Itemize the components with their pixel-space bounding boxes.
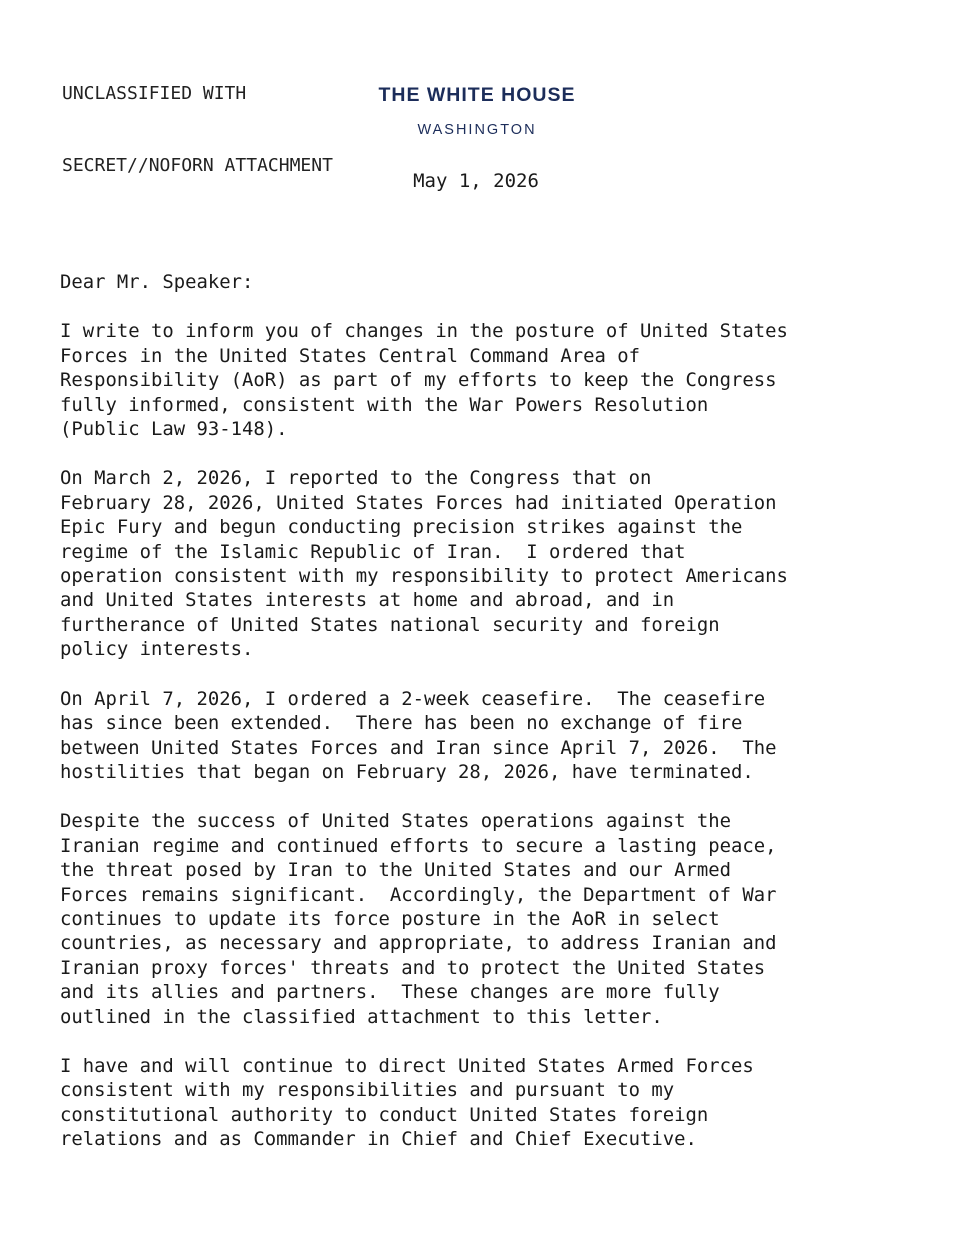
letter-date: May 1, 2026 (413, 170, 539, 192)
paragraph-line: regime of the Islamic Republic of Iran. I ordered that (60, 540, 686, 563)
paragraph-line: constitutional authority to conduct United States foreign (60, 1103, 709, 1126)
paragraph-line: operation consistent with my responsibility to protect Americans (60, 565, 788, 588)
classification-line-1: UNCLASSIFIED WITH (62, 83, 247, 104)
paragraph-line: (Public Law 93-148). (60, 418, 288, 441)
paragraph-line: February 28, 2026, United States Forces had initiated Operation (60, 491, 777, 514)
paragraph-line: policy interests. (60, 638, 254, 661)
paragraph-line: the threat posed by Iran to the United States and our Armed (60, 859, 732, 882)
paragraph-line: consistent with my responsibilities and pursuant to my (60, 1079, 675, 1102)
paragraph-line: furtherance of United States national security and foreign (60, 613, 720, 636)
paragraph-line: Despite the success of United States operations against the (60, 810, 732, 833)
paragraph-line: countries, as necessary and appropriate, to address Iranian and (60, 932, 777, 955)
paragraph-line: On March 2, 2026, I reported to the Congress that on (60, 467, 652, 490)
paragraph-line: fully informed, consistent with the War Powers Resolution (60, 393, 709, 416)
letterhead-title: THE WHITE HOUSE (378, 84, 576, 106)
paragraph-line: and United States interests at home and abroad, and in (60, 589, 675, 612)
paragraph-line: Epic Fury and begun conducting precision strikes against the (60, 516, 743, 539)
paragraph-line: Iranian proxy forces' threats and to protect the United States (60, 956, 766, 979)
paragraph-line: On April 7, 2026, I ordered a 2-week ceasefire. The ceasefire (60, 687, 766, 710)
paragraph-1 (60, 319, 940, 441)
paragraph-line: between United States Forces and Iran since April 7, 2026. The (60, 736, 777, 759)
paragraph-line: I write to inform you of changes in the posture of United States (60, 320, 788, 343)
paragraph-2 (60, 466, 940, 661)
letterhead-city: WASHINGTON (417, 122, 537, 138)
salutation: Dear Mr. Speaker: (60, 271, 254, 293)
paragraph-line: I have and will continue to direct United States Armed Forces (60, 1054, 754, 1077)
paragraph-3 (60, 687, 940, 785)
paragraph-line: Forces remains significant. Accordingly, the Department of War (60, 883, 777, 906)
paragraph-5 (60, 1054, 940, 1152)
paragraph-line: Iranian regime and continued efforts to secure a lasting peace, (60, 834, 777, 857)
paragraph-line: continues to update its force posture in the AoR in select (60, 907, 720, 930)
paragraph-4 (60, 809, 940, 1029)
paragraph-line: has since been extended. There has been no exchange of fire (60, 712, 743, 735)
paragraph-line: and its allies and partners. These changes are more fully (60, 981, 720, 1004)
paragraph-line: relations and as Commander in Chief and Chief Executive. (60, 1128, 697, 1151)
paragraph-line: outlined in the classified attachment to this letter. (60, 1005, 663, 1028)
paragraph-line: hostilities that began on February 28, 2026, have terminated. (60, 760, 754, 783)
paragraph-line: Forces in the United States Central Command Area of (60, 344, 641, 367)
classification-line-2: SECRET//NOFORN ATTACHMENT (62, 155, 333, 176)
paragraph-line: Responsibility (AoR) as part of my efforts to keep the Congress (60, 369, 777, 392)
letter-body (60, 270, 940, 1177)
